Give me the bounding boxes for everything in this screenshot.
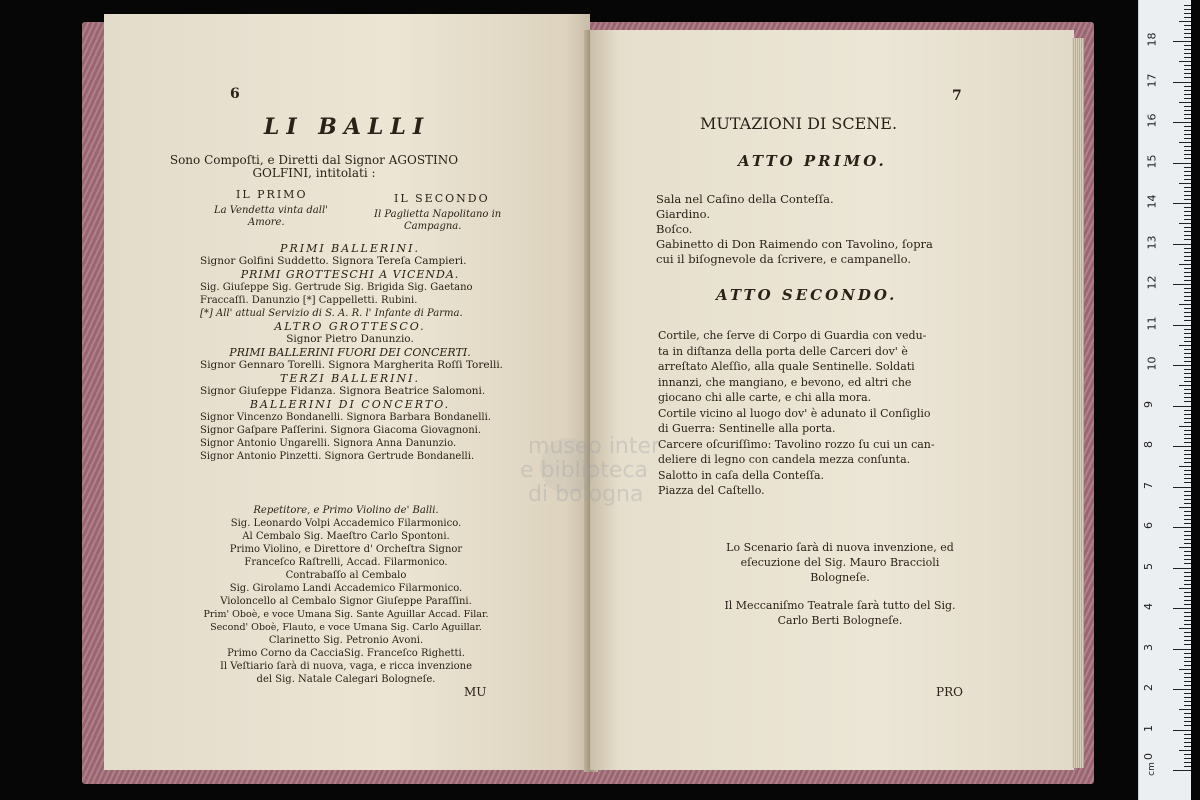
ruler-tick [1184,746,1191,747]
ruler-tick [1173,446,1191,447]
ruler-tick [1184,665,1191,666]
intro-line: GOLFINI, intitolati : [252,166,376,180]
ruler-tick [1184,762,1191,763]
ruler-number: 4 [1142,603,1155,610]
ruler-tick [1184,333,1191,334]
scene-line: Gabinetto di Don Raimendo con Tavolino, ſopra [656,237,933,251]
ruler-tick [1184,134,1191,135]
credit-line: Contrabaſſo al Cembalo [285,570,407,581]
ruler-tick [1184,450,1191,451]
ruler-tick [1184,632,1191,633]
ruler-tick [1184,393,1191,394]
scene-line: ta in diſtanza della porta delle Carceri dov' è [658,344,908,358]
ruler-tick [1184,734,1191,735]
ruler-tick [1184,17,1191,18]
ruler-tick [1184,563,1191,564]
act-heading: ATTO SECONDO. [716,286,898,304]
ruler-tick [1184,418,1191,419]
ruler-tick [1184,721,1191,722]
catchword: PRO [936,685,963,699]
ruler-tick [1184,653,1191,654]
ruler-tick [1179,183,1191,184]
section-heading: BALLERINI DI CONCERTO. [249,398,451,411]
ruler-tick [1184,167,1191,168]
ruler-tick [1173,689,1191,690]
ruler-tick [1184,337,1191,338]
ballet-title: Campagna. [404,221,462,232]
ruler-tick [1184,154,1191,155]
scene-line: Giardino. [656,207,711,221]
ruler-tick [1184,320,1191,321]
cast-line: Signor Gaſpare Paſſerini. Signora Giacoma Giovagnoni. [200,425,482,436]
ruler-tick [1184,175,1191,176]
credit-line: Franceſco Raſtrelli, Accad. Filarmonico. [244,557,448,568]
ruler-tick [1184,126,1191,127]
ruler-number: 9 [1142,400,1155,408]
ruler-tick [1184,531,1191,532]
ruler-tick [1184,211,1191,212]
ruler-tick [1184,535,1191,536]
ruler-tick [1184,235,1191,236]
ruler-tick [1184,661,1191,662]
ruler-number: 18 [1145,32,1159,47]
cast-line: Signor Pietro Danunzio. [286,333,414,345]
cast-line: Signor Gennaro Torelli. Signora Margherita Roſſi Torelli. [200,359,504,371]
ruler-tick [1184,239,1191,240]
ruler-tick [1184,215,1191,216]
ruler-tick [1179,385,1191,386]
ruler-tick [1184,308,1191,309]
ruler-tick [1184,25,1191,26]
scenario-line: Lo Scenario ſarà di nuova invenzione, ed [726,541,954,554]
right-page [590,30,1074,770]
credit-line: Repetitore, e Primo Violino de' Balli. [253,505,439,516]
ruler-tick [1173,527,1191,528]
credits-list [186,504,506,686]
credit-line: Sig. Leonardo Volpi Accademico Filarmonico. [230,518,462,529]
ruler-tick [1179,102,1191,103]
ballet-title: La Vendetta vinta dall' [214,205,328,216]
ruler-tick [1184,401,1191,402]
ruler-tick [1184,495,1191,496]
ruler-tick [1184,373,1191,374]
credit-line: Prim' Oboè, e voce Umana Sig. Sante Aguillar Accad. Filar. [203,609,489,620]
scene-line: cui il biſognevole da ſcrivere, e campanello. [656,252,912,266]
ruler-tick [1184,256,1191,257]
ruler-tick [1184,45,1191,46]
ruler-tick [1184,114,1191,115]
ruler-tick [1184,511,1191,512]
ruler-tick [1184,312,1191,313]
scenario-line: eſecuzione del Sig. Mauro Braccioli [740,556,940,569]
ruler-tick [1184,377,1191,378]
ruler-number: 2 [1142,684,1155,691]
ruler-unit: cm [1146,762,1157,776]
ruler-tick [1184,612,1191,613]
credit-line: Primo Corno da CacciaSig. Franceſco Righetti. [227,648,465,659]
ruler-tick [1184,146,1191,147]
cast-line: Sig. Giuſeppe Sig. Gertrude Sig. Brigida Sig. Gaetano [200,282,473,293]
ruler-tick [1184,482,1191,483]
ruler-tick [1184,29,1191,30]
ruler-tick [1184,150,1191,151]
measuring-ruler [1138,0,1191,800]
ruler-tick [1179,61,1191,62]
ruler-tick [1184,231,1191,232]
ruler-tick [1184,195,1191,196]
scene-line: innanzi, che mangiano, e bevono, ed altri che [658,375,912,389]
ruler-tick [1184,644,1191,645]
ruler-tick [1184,252,1191,253]
ruler-tick [1184,503,1191,504]
ruler-tick [1184,572,1191,573]
ruler-tick [1173,649,1191,650]
ruler-tick [1184,584,1191,585]
ruler-tick [1184,191,1191,192]
ruler-tick [1173,203,1191,204]
ruler-tick [1184,5,1191,6]
ruler-tick [1179,507,1191,508]
scene-line: Carcere oſcuriſſimo: Tavolino rozzo ſu cui un can- [658,437,935,451]
ruler-tick [1173,163,1191,164]
machinery-line: Carlo Berti Bologneſe. [777,614,903,627]
scenario-line: Bologneſe. [810,571,870,584]
ruler-number: 7 [1142,481,1155,489]
credit-line: del Sig. Natale Calegari Bologneſe. [256,674,436,685]
ruler-tick [1184,766,1191,767]
page-number: 7 [952,88,962,104]
ruler-tick [1184,369,1191,370]
ruler-tick [1184,276,1191,277]
section-heading: TERZI BALLERINI. [280,372,420,385]
ruler-tick [1184,624,1191,625]
cast-line: Signor Antonio Pinzetti. Signora Gertrude Bondanelli. [200,451,475,462]
credit-line: Second' Oboè, Flauto, e voce Umana Sig. Carlo Aguillar. [210,622,482,633]
ruler-tick [1184,555,1191,556]
credit-line: Il Veſtiario ſarà di nuova, vaga, e ricca invenzione [219,661,473,672]
ruler-tick [1173,770,1191,771]
act2-scenes [658,328,998,499]
ruler-tick [1173,406,1191,407]
ruler-tick [1184,329,1191,330]
ruler-tick [1184,681,1191,682]
ruler-tick [1184,580,1191,581]
ruler-tick [1184,37,1191,38]
ruler-tick [1184,474,1191,475]
cast-line: Signor Golfini Suddetto. Signora Tereſa Campieri. [200,255,467,267]
page-number: 6 [230,86,240,102]
cast-line: Signor Antonio Ungarelli. Signora Anna Danunzio. [200,438,457,449]
ruler-tick [1184,187,1191,188]
ruler-number: 6 [1142,522,1155,529]
cast-line: Signor Vincenzo Bondanelli. Signora Barbara Bondanelli. [200,412,491,423]
ruler-tick [1184,130,1191,131]
ruler-tick [1184,98,1191,99]
ruler-tick [1184,353,1191,354]
ruler-tick [1184,207,1191,208]
ruler-tick [1184,576,1191,577]
ruler-tick [1184,49,1191,50]
scene-line: Salotto in caſa della Conteſſa. [658,468,825,482]
ruler-tick [1184,697,1191,698]
cast-line: Fraccaſſi. Danunzio [*] Cappelletti. Rubini. [200,295,418,306]
ruler-tick [1184,94,1191,95]
ruler-tick [1184,69,1191,70]
ruler-tick [1184,410,1191,411]
scenario-credit [650,540,1030,585]
ruler-tick [1184,357,1191,358]
ruler-tick [1184,300,1191,301]
ruler-tick [1184,248,1191,249]
ruler-tick [1184,422,1191,423]
ruler-tick [1184,620,1191,621]
ruler-tick [1184,199,1191,200]
ruler-tick [1173,122,1191,123]
ruler-tick [1179,345,1191,346]
watermark-line: e biblioteca [520,458,648,483]
ruler-tick [1184,685,1191,686]
ruler-tick [1184,57,1191,58]
ruler-tick [1184,657,1191,658]
ruler-tick [1184,73,1191,74]
ruler-tick [1184,742,1191,743]
ruler-tick [1184,592,1191,593]
scene-line: Sala nel Caſino della Conteſſa. [656,192,834,206]
ruler-tick [1184,442,1191,443]
ruler-tick [1184,349,1191,350]
ruler-tick [1184,381,1191,382]
ruler-number: 12 [1145,275,1159,290]
ruler-tick [1184,414,1191,415]
ruler-tick [1184,454,1191,455]
ruler-number: 17 [1145,73,1159,87]
ruler-tick [1184,539,1191,540]
ruler-number: 10 [1145,356,1159,371]
ruler-tick [1184,86,1191,87]
ruler-tick [1184,316,1191,317]
ruler-tick [1184,478,1191,479]
ruler-tick [1179,466,1191,467]
ruler-tick [1173,730,1191,731]
scene-line: Cortile, che ſerve di Corpo di Guardia con vedu- [658,329,927,342]
ballet-title: Amore. [248,217,285,228]
ruler-tick [1184,470,1191,471]
ruler-tick [1184,292,1191,293]
catchword: MU [464,685,487,699]
ruler-tick [1179,142,1191,143]
ruler-tick [1184,717,1191,718]
ruler-tick [1184,65,1191,66]
page-title: MUTAZIONI DI SCENE. [700,114,898,133]
ruler-tick [1184,596,1191,597]
section-heading: PRIMI BALLERINI. [280,242,420,255]
cast-line: Signor Giuſeppe Fidanza. Signora Beatrice Salomoni. [200,385,486,397]
ruler-tick [1184,361,1191,362]
ruler-tick [1173,568,1191,569]
ruler-tick [1184,158,1191,159]
credit-line: Clarinetto Sig. Petronio Avoni. [268,635,424,646]
ballet-title: Il Paglietta Napolitano in [374,209,502,220]
ruler-tick [1173,244,1191,245]
ruler-tick [1184,543,1191,544]
ruler-tick [1184,551,1191,552]
ruler-tick [1173,365,1191,366]
watermark-line: museo inter [528,434,661,459]
ruler-tick [1179,547,1191,548]
ruler-tick [1184,288,1191,289]
ruler-tick [1184,138,1191,139]
ruler-tick [1184,106,1191,107]
ruler-tick [1179,750,1191,751]
ruler-tick [1179,264,1191,265]
ruler-tick [1179,21,1191,22]
section-heading: ALTRO GROTTESCO. [274,320,426,333]
ruler-tick [1184,260,1191,261]
ruler-tick [1184,604,1191,605]
credit-line: Sig. Girolamo Landi Accademico Filarmonico. [229,583,463,594]
ruler-tick [1184,725,1191,726]
ruler-tick [1184,397,1191,398]
ruler-tick [1179,588,1191,589]
ruler-tick [1173,82,1191,83]
ruler-tick [1184,738,1191,739]
ruler-tick [1184,110,1191,111]
ruler-tick [1179,709,1191,710]
ruler-tick [1184,227,1191,228]
ruler-tick [1184,515,1191,516]
scene-line: arreſtato Aleſſio, alla quale Sentinelle. Soldati [658,360,915,373]
ruler-tick [1179,628,1191,629]
ruler-tick [1184,280,1191,281]
ruler-number: 15 [1145,154,1159,168]
intro-line: Sono Compoſti, e Diretti dal Signor AGOSTINO [169,153,459,167]
ruler-tick [1184,713,1191,714]
ruler-tick [1184,636,1191,637]
ruler-tick [1184,296,1191,297]
ruler-tick [1184,462,1191,463]
machinery-credit [650,598,1030,628]
ballet-heading: IL SECONDO [394,192,490,205]
ruler-tick [1184,499,1191,500]
ruler-tick [1179,426,1191,427]
ruler-tick [1184,491,1191,492]
ruler-tick [1184,438,1191,439]
ruler-tick [1184,9,1191,10]
ruler-tick [1179,304,1191,305]
scene-line: giocano chi alle carte, e chi alla mora. [658,391,872,404]
ruler-tick [1184,677,1191,678]
ruler-number: 3 [1142,643,1155,651]
ruler-tick [1184,272,1191,273]
machinery-line: Il Meccaniſmo Teatrale ſarà tutto del Sig. [724,599,956,612]
ruler-number: 0 [1142,753,1155,760]
act-heading: ATTO PRIMO. [738,152,887,170]
ruler-tick [1173,325,1191,326]
ruler-tick [1184,90,1191,91]
ruler-tick [1184,430,1191,431]
section-heading: PRIMI GROTTESCHI A VICENDA. [240,268,460,281]
page-edges [1072,38,1084,768]
ruler-tick [1184,559,1191,560]
ruler-tick [1184,13,1191,14]
ruler-tick [1173,487,1191,488]
credit-line: Primo Violino, e Direttore d' Orcheſtra Signor [229,544,463,555]
scene-line: di Guerra: Sentinelle alla porta. [658,422,836,435]
ruler-tick [1184,458,1191,459]
ruler-number: 5 [1142,562,1155,570]
ruler-tick [1184,600,1191,601]
ruler-tick [1184,77,1191,78]
ruler-number: 16 [1145,113,1159,128]
ruler-tick [1184,341,1191,342]
ruler-tick [1184,33,1191,34]
page-title: LI BALLI [263,114,431,140]
ruler-tick [1184,705,1191,706]
ruler-number: 1 [1142,724,1155,732]
ruler-number: 14 [1145,194,1159,209]
ruler-tick [1184,754,1191,755]
act1-scenes [656,192,996,267]
credit-line: Violoncello al Cembalo Signor Giuſeppe Paraſſini. [220,596,472,607]
ruler-number: 13 [1145,235,1159,249]
watermark-line: di bologna [528,482,644,507]
ruler-tick [1184,118,1191,119]
scene-line: deliere di legno con candela mezza conſunta. [658,453,911,466]
ruler-tick [1184,53,1191,54]
ruler-tick [1184,758,1191,759]
ballet-heading: IL PRIMO [236,188,308,201]
ruler-tick [1184,434,1191,435]
ruler-tick [1184,268,1191,269]
cast-line: [*] All' attual Servizio di S. A. R. l' Infante di Parma. [200,308,463,319]
scene-line: Piazza del Caſtello. [658,484,765,497]
scene-line: Cortile vicino al luogo dov' è adunato il Conſiglio [658,406,931,420]
ruler-tick [1184,523,1191,524]
ruler-number: 8 [1142,441,1155,448]
ruler-tick [1179,669,1191,670]
ruler-tick [1173,41,1191,42]
ruler-tick [1184,219,1191,220]
ruler-tick [1184,701,1191,702]
ruler-tick [1173,608,1191,609]
ruler-tick [1184,673,1191,674]
ruler-tick [1179,223,1191,224]
ruler-tick [1184,179,1191,180]
scene-line: Boſco. [656,222,693,236]
ruler-tick [1184,616,1191,617]
ruler-tick [1184,640,1191,641]
credit-line: Al Cembalo Sig. Maeſtro Carlo Spontoni. [242,531,450,542]
ruler-number: 11 [1145,316,1159,330]
cast-list [200,242,504,463]
ruler-tick [1184,519,1191,520]
left-page [104,14,590,770]
section-heading: PRIMI BALLERINI FUORI DEI CONCERTI. [229,346,471,359]
ruler-tick [1184,389,1191,390]
ruler-tick [1173,284,1191,285]
ruler-tick [1184,171,1191,172]
ruler-tick [1184,693,1191,694]
